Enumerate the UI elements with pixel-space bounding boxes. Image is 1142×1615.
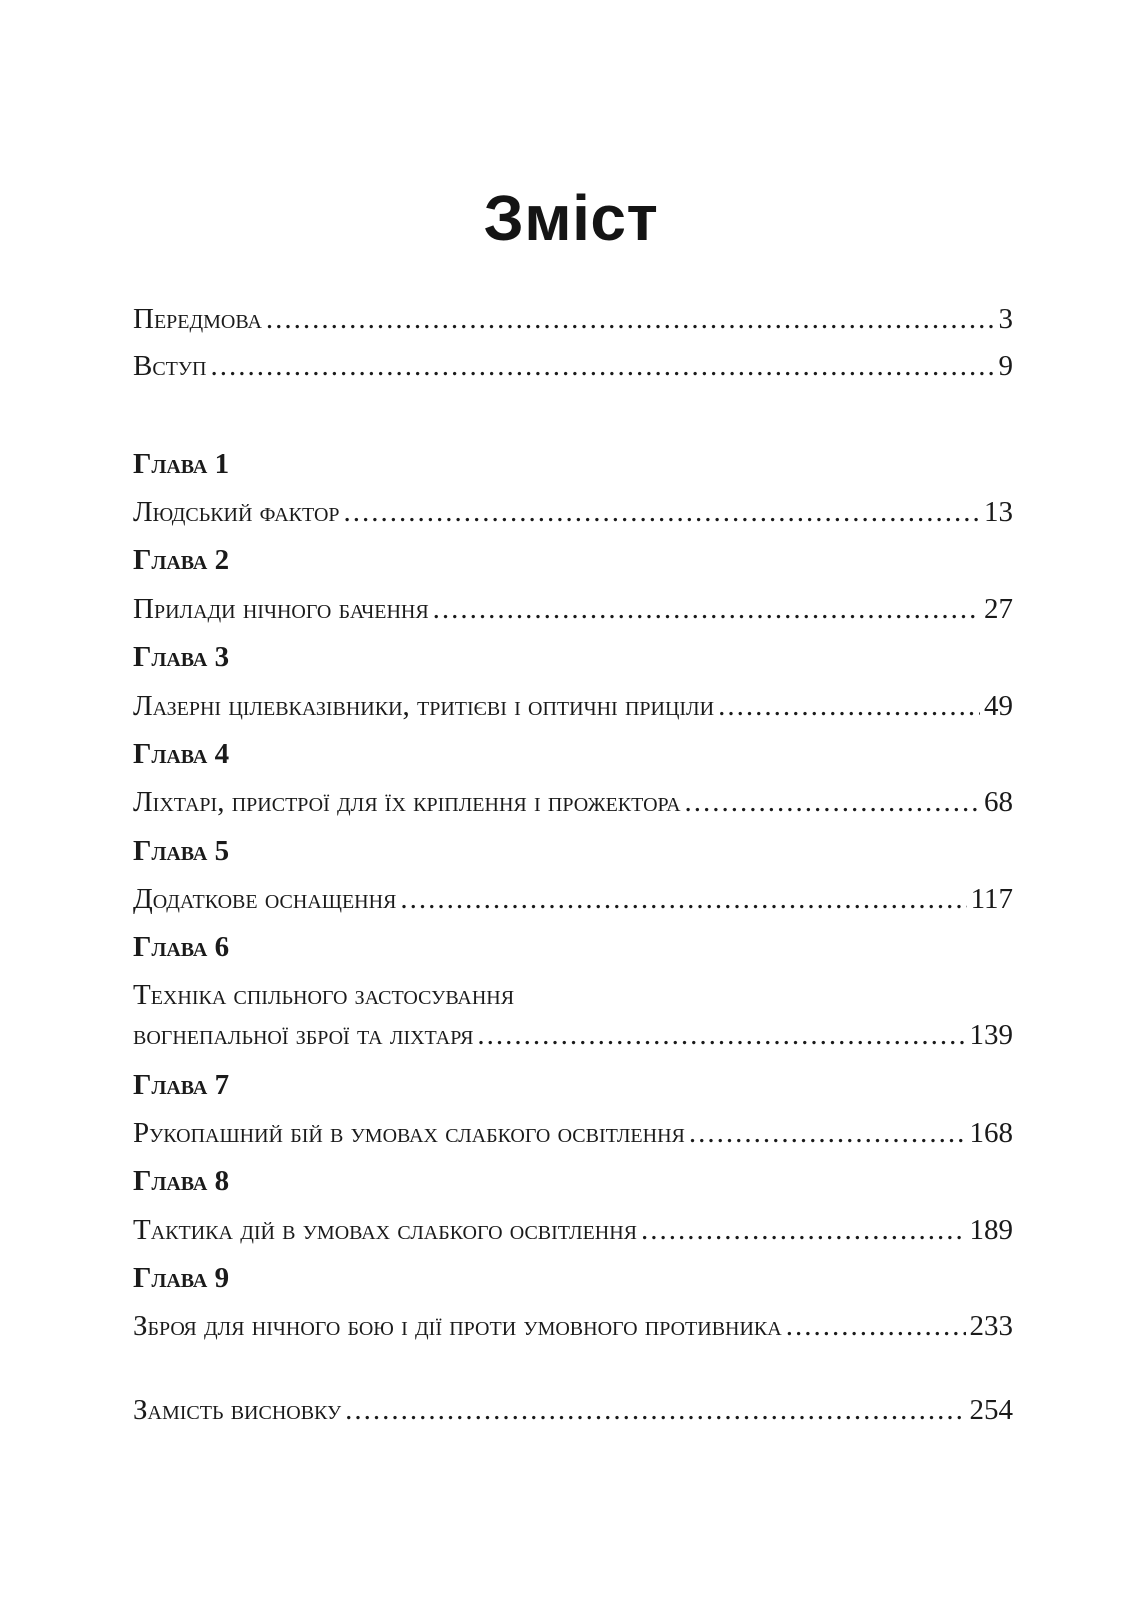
toc-entry-label: Ліхтарі, пристрої для їх кріплення і прожектора [133, 786, 681, 818]
dot-leader [345, 1390, 965, 1430]
toc-entry-chapter-2[interactable] [133, 589, 1013, 629]
chapter-heading-9: Глава 9 [133, 1262, 230, 1294]
dot-leader [786, 1306, 966, 1346]
toc-entry-label: Рукопашний бій в умовах слабкого освітлення [133, 1117, 685, 1149]
toc-entry-conclusion[interactable] [133, 1390, 1013, 1430]
toc-entry-page: 189 [969, 1214, 1013, 1246]
toc-entry-label: Тактика дій в умовах слабкого освітлення [133, 1214, 638, 1246]
toc-entry-page: 168 [969, 1117, 1013, 1149]
toc-entry-page: 117 [970, 883, 1013, 915]
chapter-heading-5: Глава 5 [133, 835, 230, 867]
dot-leader [718, 686, 980, 726]
dot-leader [344, 492, 980, 532]
toc-entry-page: 68 [984, 786, 1013, 818]
chapter-heading-7: Глава 7 [133, 1069, 230, 1101]
toc-entry-page: 233 [969, 1310, 1013, 1342]
toc-entry-page: 49 [984, 690, 1013, 722]
toc-entry-introduction[interactable] [133, 346, 1013, 386]
toc-entry-label: вогнепальної зброї та ліхтаря [133, 1019, 474, 1051]
dot-leader [266, 299, 995, 339]
chapter-heading-2: Глава 2 [133, 544, 230, 576]
toc-entry-page: 13 [984, 496, 1013, 528]
toc-entry-page: 139 [969, 1019, 1013, 1051]
toc-entry-page: 9 [998, 350, 1013, 382]
toc-entry-chapter-6-line-1[interactable]: Техніка спільного застосування [133, 979, 515, 1011]
toc-entry-label: Замість висновку [133, 1394, 342, 1426]
toc-entry-label: Вступ [133, 350, 207, 382]
toc-entry-chapter-3[interactable] [133, 686, 1013, 726]
dot-leader [685, 782, 980, 822]
dot-leader [433, 589, 980, 629]
toc-entry-chapter-7[interactable] [133, 1113, 1013, 1153]
toc-entry-label: Передмова [133, 303, 262, 335]
toc-entry-chapter-8[interactable] [133, 1210, 1013, 1250]
chapter-heading-4: Глава 4 [133, 738, 230, 770]
page-title: Зміст [483, 182, 659, 254]
toc-entry-label: Людський фактор [133, 496, 340, 528]
toc-entry-label: Додаткове оснащення [133, 883, 397, 915]
chapter-heading-6: Глава 6 [133, 931, 230, 963]
toc-entry-preface[interactable] [133, 299, 1013, 339]
dot-leader [477, 1015, 965, 1055]
chapter-heading-1: Глава 1 [133, 448, 230, 480]
toc-entry-page: 3 [998, 303, 1013, 335]
toc-entry-chapter-6[interactable] [133, 1015, 1013, 1055]
toc-entry-chapter-9[interactable] [133, 1306, 1013, 1346]
toc-entry-label: Зброя для нічного бою і дії проти умовного противника [133, 1310, 782, 1342]
toc-entry-chapter-4[interactable] [133, 782, 1013, 822]
toc-entry-label: Прилади нічного бачення [133, 593, 429, 625]
toc-entry-chapter-5[interactable] [133, 879, 1013, 919]
toc-entry-page: 254 [969, 1394, 1013, 1426]
toc-entry-page: 27 [984, 593, 1013, 625]
dot-leader [400, 879, 966, 919]
toc-entry-label: Лазерні цілевказівники, тритієві і оптичні приціли [133, 690, 715, 722]
chapter-heading-8: Глава 8 [133, 1165, 230, 1197]
dot-leader [689, 1113, 966, 1153]
chapter-heading-3: Глава 3 [133, 641, 230, 673]
dot-leader [641, 1210, 965, 1250]
dot-leader [211, 346, 995, 386]
toc-entry-chapter-1[interactable] [133, 492, 1013, 532]
